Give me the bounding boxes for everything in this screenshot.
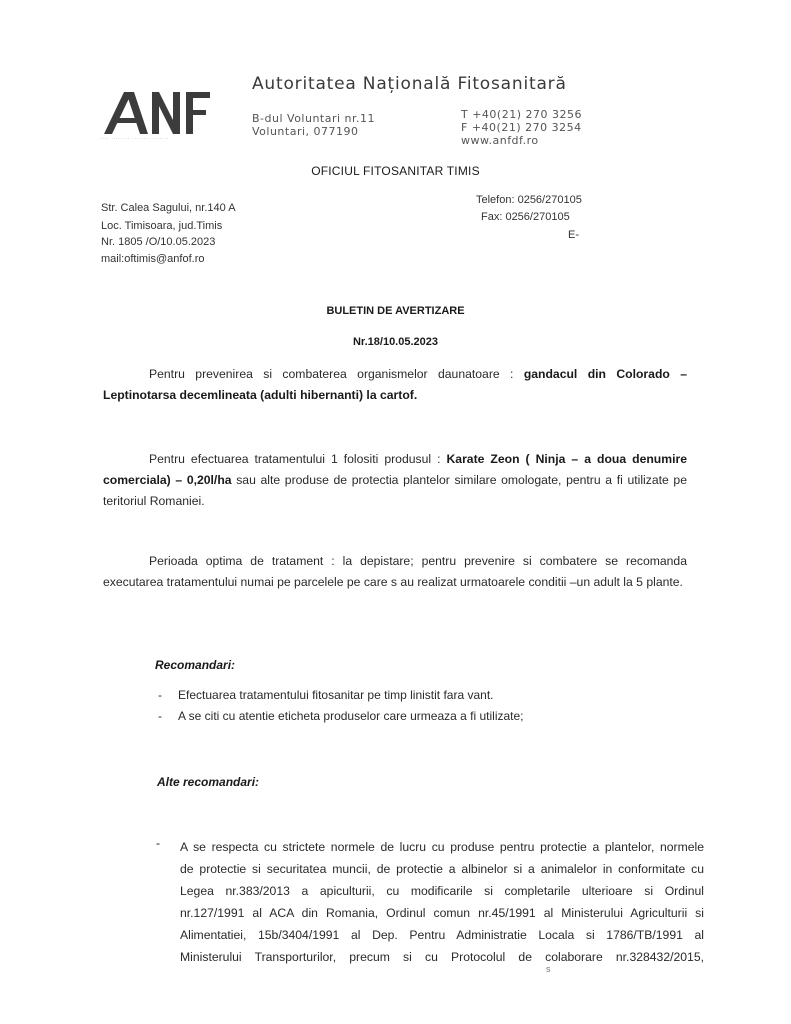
- office-email: mail:oftimis@anfof.ro: [101, 253, 205, 265]
- text-line: Ministerului Transporturilor, precum si cu Protocolul de colaborare nr.328432/2015,: [180, 950, 704, 964]
- bulletin-number: Nr.18/10.05.2023: [352, 336, 439, 348]
- other-recommendations-heading: Alte recomandari:: [157, 775, 260, 789]
- address-line2: Voluntari, 077190: [252, 125, 359, 138]
- recommendation-text: Efectuarea tratamentului fitosanitar pe timp linistit fara vant.: [178, 688, 494, 702]
- other-recommendation-text: [180, 836, 704, 968]
- org-name: Autoritatea Națională Fitosanitară: [252, 74, 567, 94]
- address-line1: B-dul Voluntari nr.11: [252, 112, 376, 125]
- paragraph-target-lead: Pentru prevenirea si combaterea organismelor daunatoare :: [149, 367, 524, 381]
- logo-subtext: ···· ········ ········ ·······: [100, 136, 170, 141]
- bullet-dash: -: [156, 836, 160, 850]
- bulletin-title: BULETIN DE AVERTIZARE: [326, 305, 465, 317]
- paragraph-treatment-lead: Pentru efectuarea tratamentului 1 folositi produsul :: [149, 452, 447, 466]
- paragraph-target-pest: gandacul din Colorado – Leptinotarsa decemlineata (adulti hibernanti) la cartof.: [103, 367, 687, 402]
- office-locality: Loc. Timisoara, jud.Timis: [101, 220, 223, 232]
- recommendation-text: A se citi cu atentie eticheta produselor care urmeaza a fi utilizate;: [178, 709, 524, 723]
- document-number: Nr. 1805 /O/10.05.2023: [101, 236, 216, 248]
- text-line: nr.127/1991 al ACA din Romania, Ordinul comun nr.45/1991 al Ministerului Agriculturii si: [180, 906, 704, 920]
- bullet-dash: -: [158, 709, 162, 723]
- paragraph-treatment: [103, 449, 687, 512]
- fax: F +40(21) 270 3254: [461, 121, 582, 134]
- paragraph-treatment-product: Karate Zeon ( Ninja – a doua denumire comerciala) – 0,20l/ha: [103, 452, 687, 487]
- text-line: A se respecta cu strictete normele de lucru cu produse pentru protectie a plantelor, normele: [180, 840, 704, 854]
- text-line: Legea nr.383/2013 a apiculturii, cu modificarile si completarile ulterioare si Ordinul: [180, 884, 704, 898]
- svg-text:ANF: ANF: [100, 141, 102, 142]
- website: www.anfdf.ro: [461, 134, 539, 147]
- anf-logo-graphic: [100, 82, 220, 142]
- paragraph-period: [103, 551, 687, 593]
- office-street: Str. Calea Sagului, nr.140 A: [101, 202, 236, 214]
- bullet-dash: -: [158, 688, 162, 702]
- phone: T +40(21) 270 3256: [461, 108, 582, 121]
- text-line: Alimentatiei, 15b/3404/1991 al Dep. Pentru Administratie Locala si 1786/TB/1991 al: [180, 928, 704, 942]
- paragraph-period-text: Perioada optima de tratament : la depistare; pentru prevenire si combatere se recomanda executarea tratamentului numai pe parcelele pe care s au realizat urmatoarele conditii –un adult la 5 plante.: [103, 554, 687, 589]
- office-fax: Fax: 0256/270105: [481, 211, 570, 223]
- paragraph-treatment-tail: sau alte produse de protectia plantelor similare omologate, pentru a fi utilizate pe teritoriul Romaniei.: [103, 473, 687, 508]
- text-line: de protectie si securitatea muncii, de protectie a albinelor si a animalelor in conformitate cu: [180, 862, 704, 876]
- stray-mark: s: [546, 964, 551, 974]
- recommendations-heading: Recomandari:: [155, 658, 236, 672]
- paragraph-target: [103, 364, 687, 406]
- anf-logo: [100, 82, 220, 142]
- office-phone: Telefon: 0256/270105: [476, 194, 582, 206]
- other-recommendation-item: [156, 836, 704, 968]
- office-e-mark: E-: [568, 229, 579, 241]
- office-title: OFICIUL FITOSANITAR TIMIS: [311, 164, 480, 178]
